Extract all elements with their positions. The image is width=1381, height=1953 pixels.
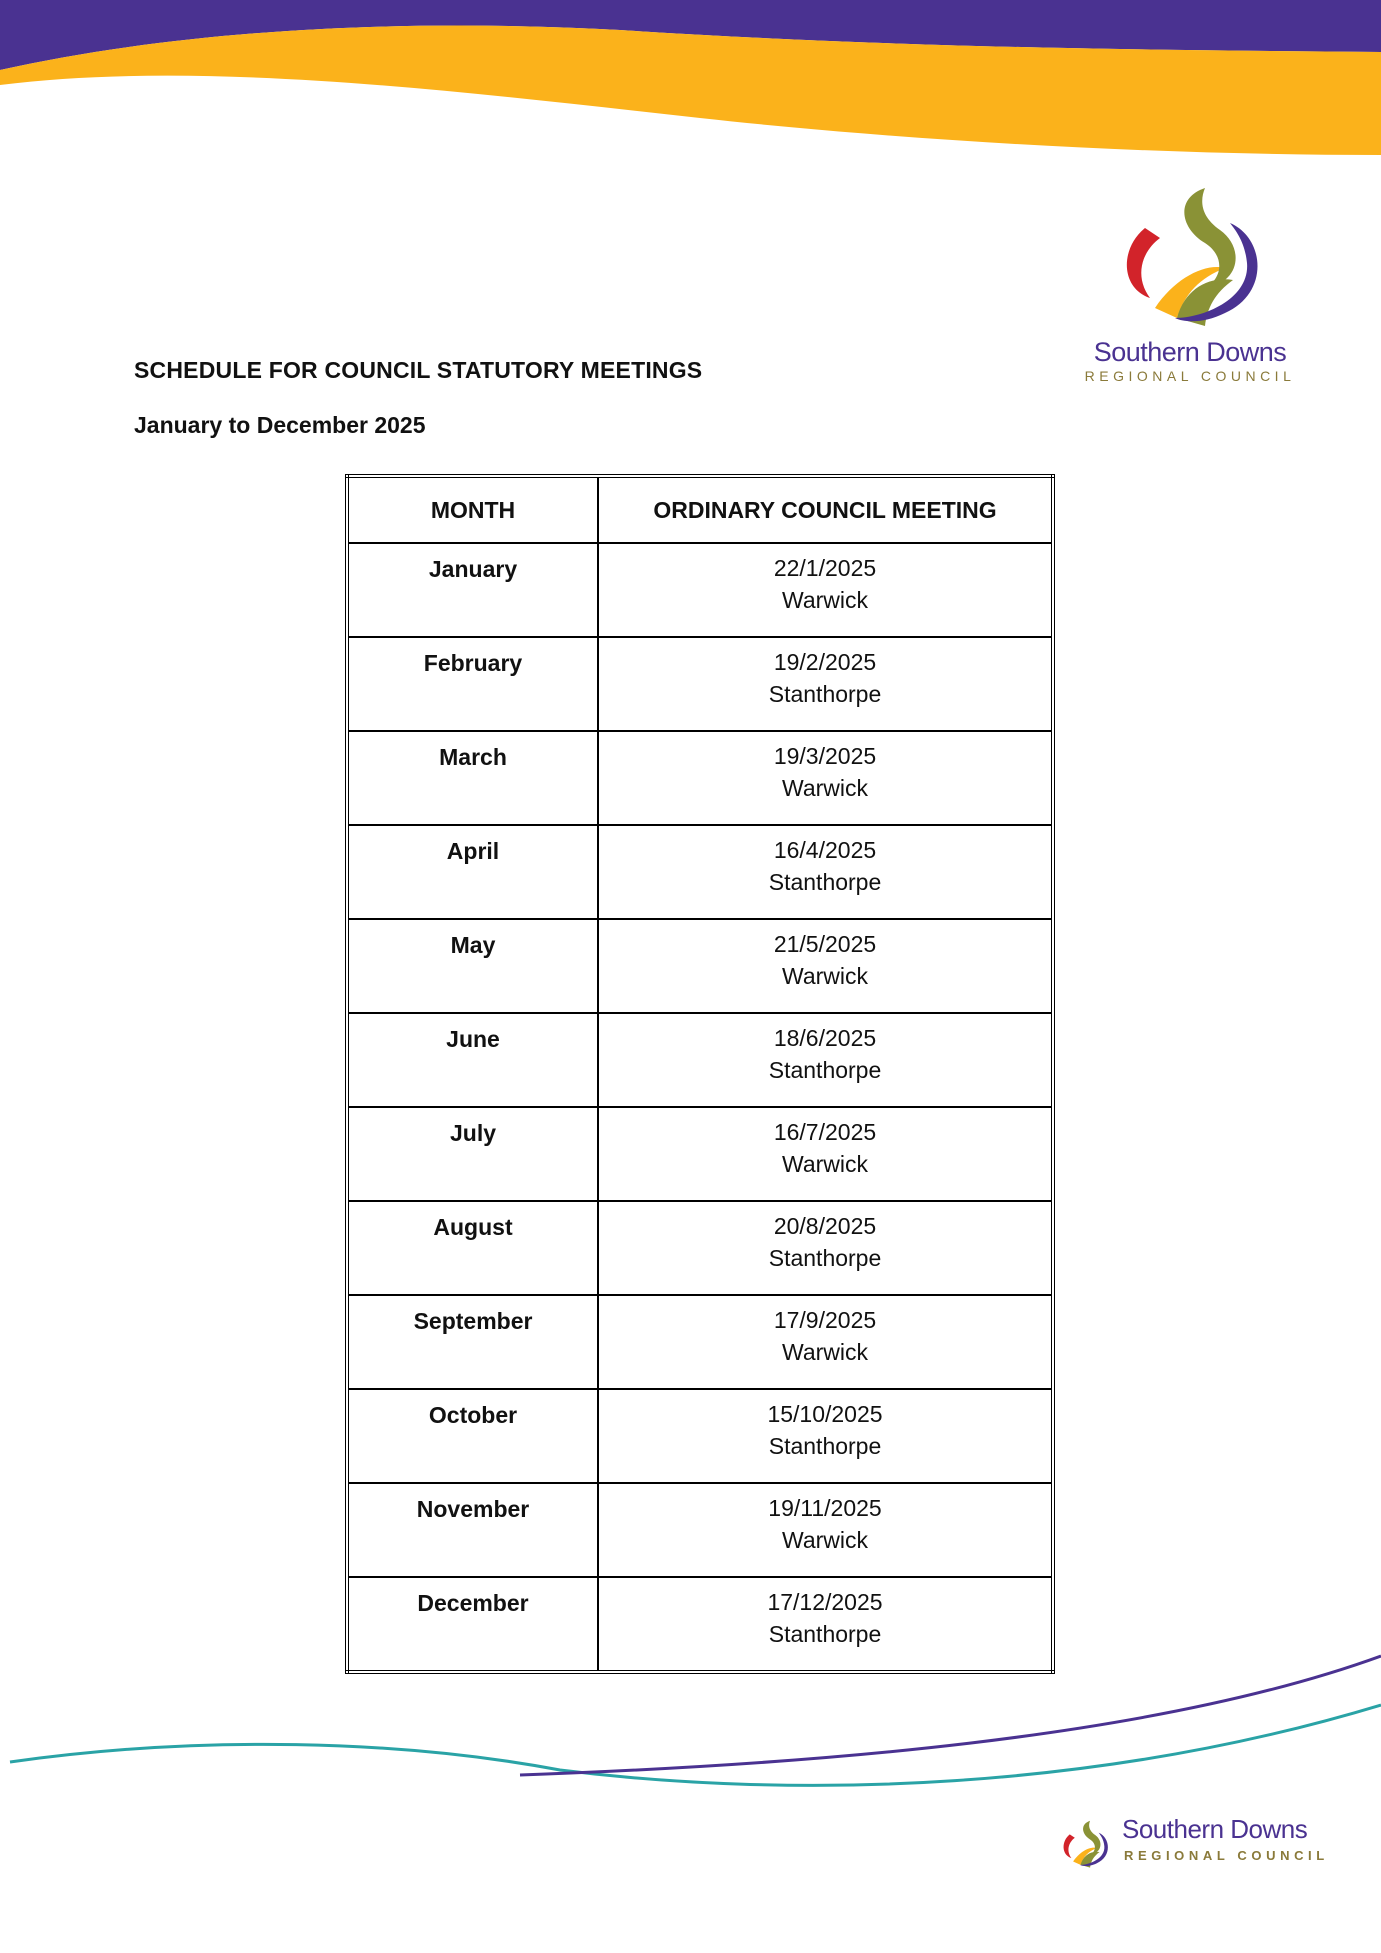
meeting-location: Warwick [781, 1527, 869, 1553]
meeting-location: Stanthorpe [768, 869, 882, 895]
table-row [347, 1107, 1053, 1201]
meeting-date: 19/11/2025 [768, 1495, 882, 1521]
header-month: MONTH [347, 476, 598, 543]
meeting-date: 20/8/2025 [773, 1213, 877, 1239]
row-month: April [347, 825, 598, 919]
row-meeting [598, 543, 1053, 637]
table-row [347, 543, 1053, 637]
meeting-location: Stanthorpe [768, 1057, 882, 1083]
footer-wave-lines [0, 1640, 1381, 1820]
row-month: July [347, 1107, 598, 1201]
meeting-location: Warwick [781, 1151, 869, 1177]
table-row [347, 825, 1053, 919]
header-meeting: ORDINARY COUNCIL MEETING [598, 476, 1053, 543]
row-meeting [598, 1483, 1053, 1577]
table-row [347, 1483, 1053, 1577]
header-wave-band [0, 0, 1381, 170]
row-month: November [347, 1483, 598, 1577]
row-month: June [347, 1013, 598, 1107]
row-month: February [347, 637, 598, 731]
row-meeting [598, 919, 1053, 1013]
council-logo-icon [1105, 168, 1275, 333]
row-meeting [598, 1389, 1053, 1483]
meeting-location: Warwick [781, 587, 869, 613]
row-month: March [347, 731, 598, 825]
table-row [347, 1389, 1053, 1483]
council-logo [1080, 168, 1300, 384]
row-meeting [598, 1013, 1053, 1107]
meeting-date: 15/10/2025 [767, 1401, 883, 1427]
table-row [347, 731, 1053, 825]
meeting-schedule-table [345, 474, 1055, 1674]
meeting-date: 16/7/2025 [773, 1119, 877, 1145]
meeting-location: Stanthorpe [768, 1245, 882, 1271]
row-meeting [598, 637, 1053, 731]
brand-name: Southern Downs [1093, 337, 1287, 367]
table-row [347, 919, 1053, 1013]
meeting-date: 21/5/2025 [773, 931, 877, 957]
brand-tagline: REGIONAL COUNCIL [1084, 368, 1296, 384]
meeting-date: 16/4/2025 [773, 837, 877, 863]
meeting-date: 17/9/2025 [773, 1307, 877, 1333]
row-meeting [598, 1201, 1053, 1295]
footer-brand-tagline: REGIONAL COUNCIL [1124, 1848, 1329, 1863]
table-row [347, 1201, 1053, 1295]
row-meeting [598, 825, 1053, 919]
meeting-location: Stanthorpe [768, 681, 882, 707]
meeting-location: Warwick [781, 963, 869, 989]
table-row [347, 637, 1053, 731]
row-month: January [347, 543, 598, 637]
row-month: December [347, 1577, 598, 1672]
document-title: SCHEDULE FOR COUNCIL STATUTORY MEETINGS [134, 357, 703, 383]
council-logo-icon [1056, 1814, 1114, 1870]
document-subtitle: January to December 2025 [134, 412, 426, 438]
meeting-date: 19/2/2025 [773, 649, 877, 675]
table-row [347, 1013, 1053, 1107]
row-meeting [598, 1295, 1053, 1389]
meeting-location: Warwick [781, 1339, 869, 1365]
row-month: August [347, 1201, 598, 1295]
table-header-row [347, 476, 1053, 543]
footer-logo [1056, 1812, 1336, 1872]
row-meeting [598, 1107, 1053, 1201]
meeting-date: 19/3/2025 [773, 743, 877, 769]
meeting-location: Stanthorpe [768, 1621, 882, 1647]
table-row [347, 1295, 1053, 1389]
meeting-location: Warwick [781, 775, 869, 801]
row-month: September [347, 1295, 598, 1389]
row-month: May [347, 919, 598, 1013]
meeting-date: 17/12/2025 [767, 1589, 883, 1615]
row-month: October [347, 1389, 598, 1483]
meeting-location: Stanthorpe [768, 1433, 882, 1459]
meeting-date: 18/6/2025 [773, 1025, 877, 1051]
row-meeting [598, 731, 1053, 825]
footer-brand-name: Southern Downs [1122, 1814, 1308, 1844]
meeting-date: 22/1/2025 [773, 555, 877, 581]
